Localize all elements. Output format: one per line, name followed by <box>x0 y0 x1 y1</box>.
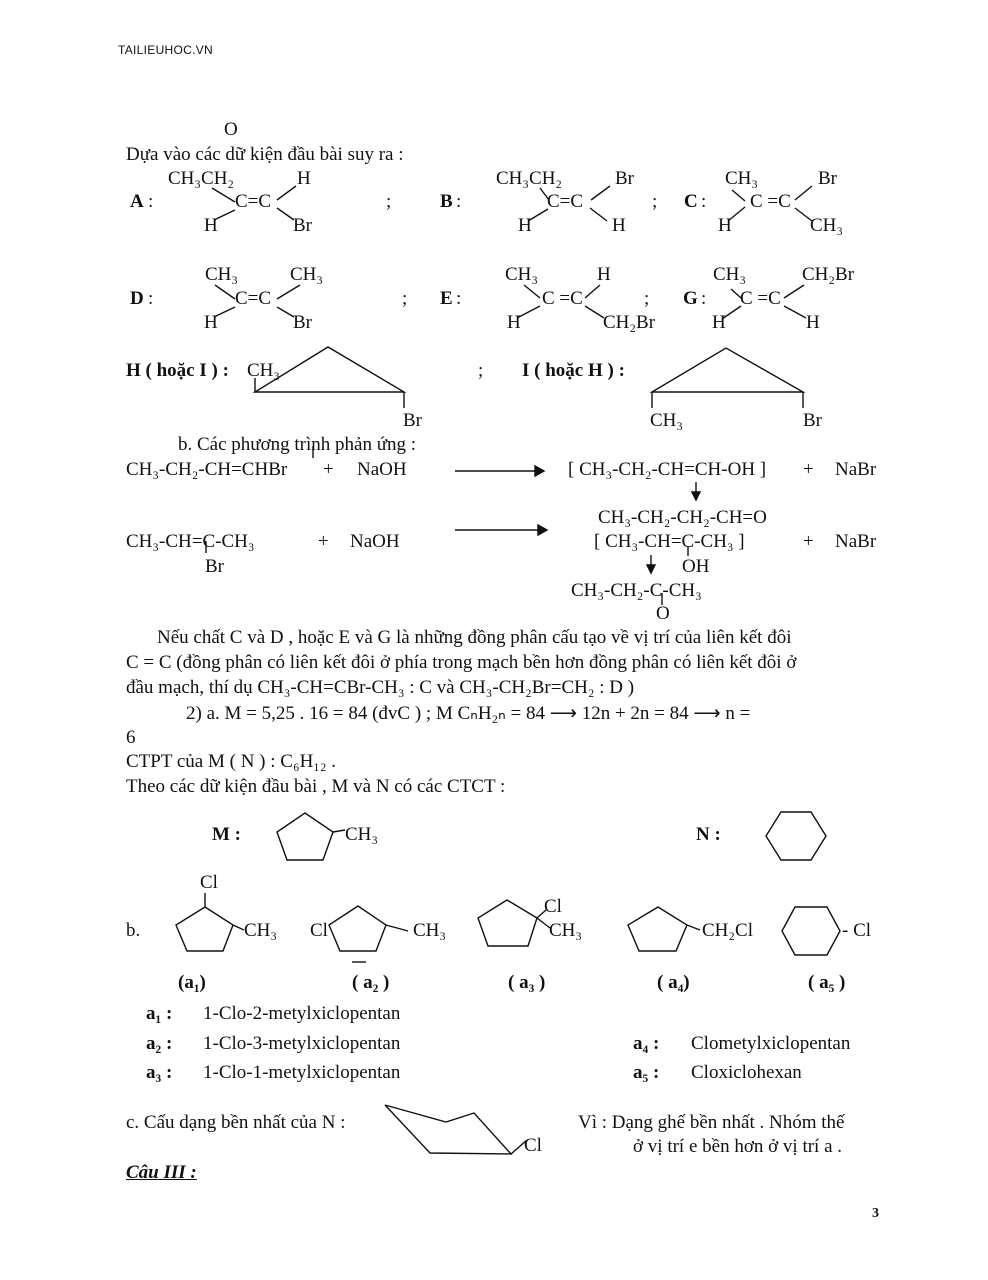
D-double-bond: C=C <box>235 288 272 309</box>
bond <box>277 208 294 220</box>
E-ch3: CH₃ <box>505 264 539 285</box>
D-br: Br <box>293 312 312 333</box>
bond <box>333 830 345 832</box>
bond <box>784 285 804 298</box>
label-C: C <box>684 191 698 212</box>
cp2-br: Br <box>803 410 822 431</box>
part2-line1b: 6 <box>126 727 136 748</box>
bond <box>215 285 235 299</box>
arrowhead <box>647 565 655 573</box>
C-double-bond: C =C <box>750 191 791 212</box>
bond <box>795 186 812 200</box>
C-h: H <box>718 215 732 236</box>
arrowhead <box>538 525 547 535</box>
bond <box>233 925 244 930</box>
plus: + <box>803 459 814 480</box>
stray-o: O <box>224 119 238 140</box>
a5-cl: - Cl <box>842 920 872 941</box>
semicolon: ; <box>652 191 658 212</box>
G-double-bond: C =C <box>740 288 781 309</box>
bond <box>212 188 235 202</box>
reaction2-reactant: CH₃-CH=C-CH₃ <box>126 531 255 552</box>
B-ch3ch2: CH₃CH₂ <box>496 168 563 189</box>
reaction2-br: Br <box>205 556 224 577</box>
site-header: TAILIEUHOC.VN <box>118 43 214 57</box>
bond <box>386 925 408 931</box>
arrowhead <box>535 466 544 476</box>
B-h-right: H <box>612 215 626 236</box>
reaction1-reactant: CH₃-CH₂-CH=CHBr <box>126 459 288 480</box>
colon: : <box>701 288 707 309</box>
nabr: NaBr <box>835 531 877 552</box>
semicolon: ; <box>386 191 392 212</box>
colon: : <box>148 288 154 309</box>
plus: + <box>803 531 814 552</box>
cyclopentane-ring <box>277 813 333 860</box>
bond <box>277 307 294 317</box>
A-double-bond: C=C <box>235 191 272 212</box>
label-I-or-H: I ( hoặc H ) : <box>522 360 625 381</box>
cyclopentane-ring <box>176 907 233 951</box>
bond <box>732 190 745 201</box>
cyclopentane-ring <box>478 900 537 946</box>
cp1-br: Br <box>403 410 422 431</box>
label-a5: ( a₅ ) <box>808 972 846 993</box>
plus: + <box>318 531 329 552</box>
name-a1: 1-Clo-2-metylxiclopentan <box>203 1003 401 1024</box>
M-ch3: CH₃ <box>345 824 379 845</box>
bond <box>585 306 604 318</box>
cp1-ch3: CH₃ <box>247 360 281 381</box>
part-b-heading: b. Các phương trình phản ứng : <box>178 434 417 455</box>
chair-cl: Cl <box>524 1135 542 1156</box>
E-h-bottom: H <box>507 312 521 333</box>
label-a1: (a₁) <box>178 972 206 993</box>
label-B: B <box>440 191 453 212</box>
label-G: G <box>683 288 698 309</box>
ctpt-line: CTPT của M ( N ) : C₆H₁₂ . <box>126 751 337 772</box>
colon: : <box>456 288 462 309</box>
semicolon: ; <box>644 288 650 309</box>
a2-cl: Cl <box>310 920 328 941</box>
B-br: Br <box>615 168 634 189</box>
A-h-top: H <box>297 168 311 189</box>
reaction2-o: O <box>656 603 670 624</box>
cp2-ch3: CH₃ <box>650 410 684 431</box>
reaction1-product: CH₃-CH₂-CH₂-CH=O <box>598 507 767 528</box>
E-h-top: H <box>597 264 611 285</box>
bond <box>590 208 607 221</box>
part-c-text: c. Cấu dạng bền nhất của N : <box>126 1112 346 1133</box>
label-H-or-I: H ( hoặc I ) : <box>126 360 229 381</box>
cyclohexane-ring <box>782 907 840 955</box>
theo-line: Theo các dữ kiện đầu bài , M và N có các CTCT : <box>126 776 506 797</box>
name-a5: Cloxiclohexan <box>691 1062 802 1083</box>
name-id-a3: a₃ : <box>146 1062 173 1083</box>
reason-line1: Vì : Dạng ghế bền nhất . Nhóm thế <box>578 1112 845 1133</box>
semicolon: ; <box>402 288 408 309</box>
bond <box>585 285 600 298</box>
a1-ch3: CH₃ <box>244 920 278 941</box>
name-id-a2: a₂ : <box>146 1033 173 1054</box>
C-br: Br <box>818 168 837 189</box>
label-D: D <box>130 288 144 309</box>
G-h-right: H <box>806 312 820 333</box>
colon: : <box>701 191 707 212</box>
part2-line1: 2) a. M = 5,25 . 16 = 84 (đvC ) ; M CₙH₂ₙ = 84 ⟶ 12n + 2n = 84 ⟶ n = <box>186 703 751 724</box>
E-ch2br: CH₂Br <box>603 312 656 333</box>
naoh: NaOH <box>357 459 407 480</box>
para-line1: Nếu chất C và D , hoặc E và G là những đồng phân cấu tạo về vị trí của liên kết đôi <box>157 627 792 648</box>
reaction2-intermediate: [ CH₃-CH=C-CH₃ ] <box>594 531 745 552</box>
label-a2: ( a₂ ) <box>352 972 390 993</box>
nabr: NaBr <box>835 459 877 480</box>
label-a4: ( a₄) <box>657 972 690 993</box>
A-h-bottom: H <box>204 215 218 236</box>
B-h-left: H <box>518 215 532 236</box>
reason-line2: ở vị trí e bền hơn ở vị trí a . <box>633 1136 843 1157</box>
bond <box>277 285 300 299</box>
naoh: NaOH <box>350 531 400 552</box>
a3-ch3: CH₃ <box>549 920 583 941</box>
B-double-bond: C=C <box>547 191 584 212</box>
part-b2-label: b. <box>126 920 141 941</box>
name-id-a5: a₅ : <box>633 1062 660 1083</box>
name-id-a4: a₄ : <box>633 1033 660 1054</box>
colon: : <box>148 191 154 212</box>
plus: + <box>323 459 334 480</box>
bond <box>277 186 296 200</box>
cyclopropane-ring <box>652 348 803 392</box>
name-id-a1: a₁ : <box>146 1003 173 1024</box>
label-M: M : <box>212 824 242 845</box>
name-a4: Clometylxiclopentan <box>691 1033 851 1054</box>
arrowhead <box>692 492 700 500</box>
colon: : <box>456 191 462 212</box>
para-line2: C = C (đồng phân có liên kết đôi ở phía trong mạch bền hơn đồng phân có liên kết đôi ở <box>126 652 797 673</box>
E-double-bond: C =C <box>542 288 583 309</box>
label-a3: ( a₃ ) <box>508 972 546 993</box>
section-heading: Câu III : <box>126 1162 197 1183</box>
reaction2-oh: OH <box>682 556 710 577</box>
C-ch3-bottom: CH₃ <box>810 215 844 236</box>
bond <box>591 186 610 200</box>
name-a3: 1-Clo-1-metylxiclopentan <box>203 1062 401 1083</box>
G-h-left: H <box>712 312 726 333</box>
cyclopentane-ring <box>329 906 386 951</box>
a4-ch2cl: CH₂Cl <box>702 920 753 941</box>
cyclopentane-ring <box>628 907 687 951</box>
bond <box>687 925 700 930</box>
a2-ch3: CH₃ <box>413 920 447 941</box>
semicolon: ; <box>478 360 484 381</box>
A-br: Br <box>293 215 312 236</box>
bond <box>524 285 540 298</box>
bond <box>784 306 806 318</box>
G-ch2br: CH₂Br <box>802 264 855 285</box>
chair-conformation <box>385 1105 511 1154</box>
label-A: A <box>130 191 144 212</box>
name-a2: 1-Clo-3-metylxiclopentan <box>203 1033 401 1054</box>
D-ch3-left: CH₃ <box>205 264 239 285</box>
C-ch3-top: CH₃ <box>725 168 759 189</box>
reaction1-intermediate: [ CH₃-CH₂-CH=CH-OH ] <box>568 459 767 480</box>
cyclohexane-ring <box>766 812 826 860</box>
page-number: 3 <box>872 1206 879 1221</box>
G-ch3: CH₃ <box>713 264 747 285</box>
label-N: N : <box>696 824 721 845</box>
a3-cl: Cl <box>544 896 562 917</box>
D-h: H <box>204 312 218 333</box>
D-ch3-right: CH₃ <box>290 264 324 285</box>
reaction2-product: CH₃-CH₂-C-CH₃ <box>571 580 702 601</box>
label-E: E <box>440 288 453 309</box>
para-line3: đầu mạch, thí dụ CH₃-CH=CBr-CH₃ : C và CH₃-CH₂Br=CH₂ : D ) <box>126 677 635 698</box>
a1-cl: Cl <box>200 872 218 893</box>
A-ch3ch2: CH₃CH₂ <box>168 168 235 189</box>
intro-line: Dựa vào các dữ kiện đầu bài suy ra : <box>126 144 404 165</box>
